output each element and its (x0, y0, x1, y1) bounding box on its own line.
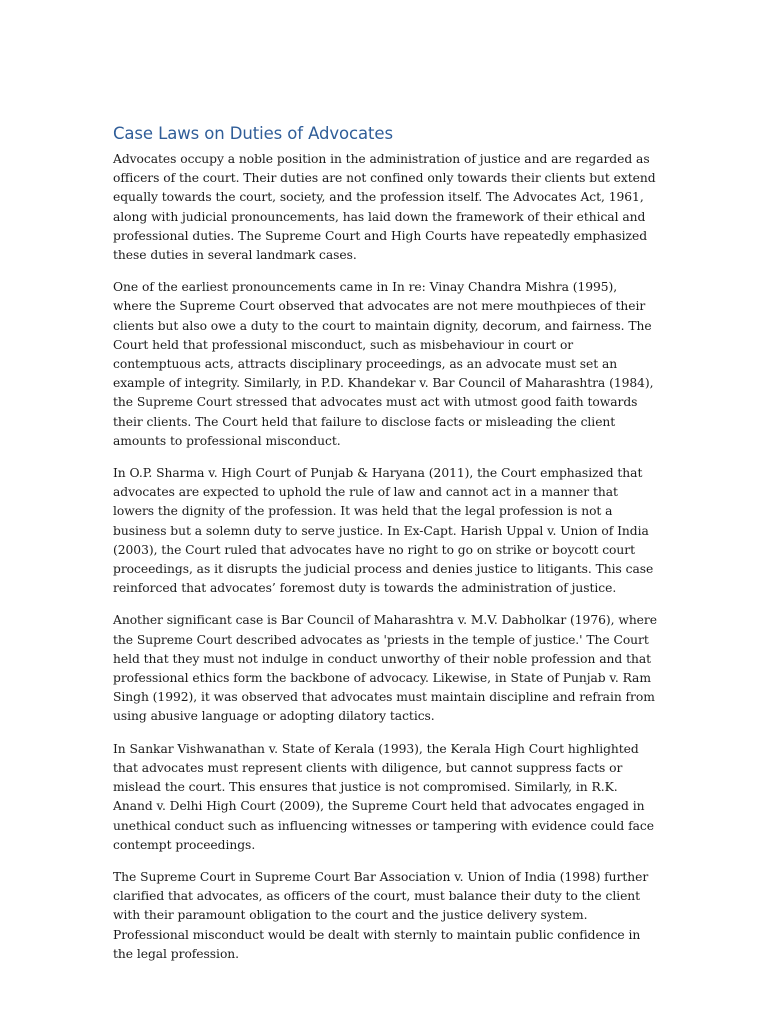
paragraph-sankar-vishwanathan: In Sankar Vishwanathan v. State of Kerala (1993), the Kerala High Court highlighted that advocates must represent clients with diligence, but cannot suppress facts or mislead the court. This ensures that justice is not compromised. Similarly, in R.K. Anand v. Delhi High Court (2009), the Supreme Court held that advocates engaged in unethical conduct such as influencing witnesses or tampering with evidence could face contempt proceedings. (113, 741, 654, 852)
document-body (113, 122, 658, 977)
paragraph-vinay-chandra-mishra: One of the earliest pronouncements came in In re: Vinay Chandra Mishra (1995), where the Supreme Court observed that advocates are not mere mouthpieces of their clients but also owe a duty to the court to maintain dignity, decorum, and fairness. The Court held that professional misconduct, such as misbehaviour in court or contemptuous acts, attracts disciplinary proceedings, as an advocate must set an example of integrity. Similarly, in P.D. Khandekar v. Bar Council of Maharashtra (1984), the Supreme Court stressed that advocates must act with utmost good faith towards their clients. The Court held that failure to disclose facts or misleading the client amounts to professional misconduct. (113, 280, 654, 448)
paragraph-introduction: Advocates occupy a noble position in the administration of justice and are regarded as officers of the court. Their duties are not confined only towards their clients but extend equally towards the court, society, and the profession itself. The Advocates Act, 1961, along with judicial pronouncements, has laid down the framework of their ethical and professional duties. The Supreme Court and High Courts have repeatedly emphasized these duties in several landmark cases. (113, 152, 656, 263)
paragraph-op-sharma: In O.P. Sharma v. High Court of Punjab & Haryana (2011), the Court emphasized that advocates are expected to uphold the rule of law and cannot act in a manner that lowers the dignity of the profession. It was held that the legal profession is not a business but a solemn duty to serve justice. In Ex-Capt. Harish Uppal v. Union of India (2003), the Court ruled that advocates have no right to go on strike or boycott court proceedings, as it disrupts the judicial process and denies justice to litigants. This case reinforced that advocates’ foremost duty is towards the administration of justice. (113, 466, 654, 596)
paragraph-scba: The Supreme Court in Supreme Court Bar Association v. Union of India (1998) further clarified that advocates, as officers of the court, must balance their duty to the client with their paramount obligation to the court and the justice delivery system. Professional misconduct would be dealt with sternly to maintain public confidence in the legal profession. (113, 869, 649, 961)
document-title: Case Laws on Duties of Advocates (113, 124, 393, 143)
paragraph-dabholkar: Another significant case is Bar Council of Maharashtra v. M.V. Dabholkar (1976), where the Supreme Court described advocates as 'priests in the temple of justice.' The Court held that they must not indulge in conduct unworthy of their noble profession and that professional ethics form the backbone of advocacy. Likewise, in State of Punjab v. Ram Singh (1992), it was observed that advocates must maintain discipline and refrain from using abusive language or adopting dilatory tactics. (113, 613, 657, 724)
